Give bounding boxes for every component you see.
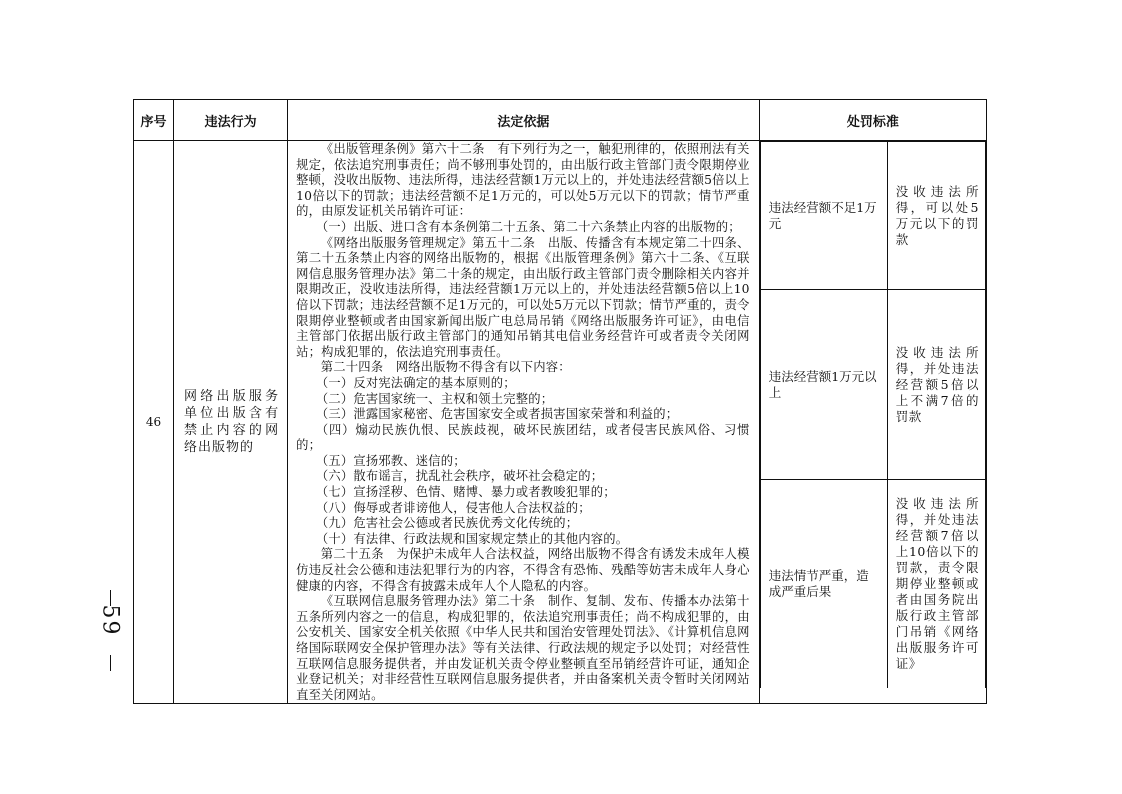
basis-paragraph: 《互联网信息服务管理办法》第二十条 制作、复制、发布、传播本办法第十五条所列内容之一的信息，构成犯罪的，依法追究刑事责任；尚不构成犯罪的，由公安机关、国家安全机关依照《中华人民共和国治安管理处罚法》、《计算机信息网络国际联网安全保护管理办法》等有关法律、行政法规的规定予以处罚；对经营性互联网信息服务提供者，并由发证机关责令停业整顿直至吊销经营许可证，通知企业登记机关；对非经营性互联网信息服务提供者，并由备案机关责令暂时关闭网站直至关闭网站。 bbox=[296, 594, 750, 702]
row-basis bbox=[288, 141, 759, 703]
basis-paragraph: （十）有法律、行政法规和国家规定禁止的其他内容的。 bbox=[315, 531, 629, 546]
basis-paragraph: 《网络出版服务管理规定》第五十二条 出版、传播含有本规定第二十四条、第二十五条禁止内容的网络出版物的，根据《出版管理条例》第六十二条、《互联网信息服务管理办法》第二十条的规定，由出版行政主管部门责令删除相关内容并限期改正，没收违法所得，违法经营额1万元以上的，并处违法经营额5倍以上10倍以下罚款；违法经营额不足1万元的，可以处5万元以下罚款；情节严重的，责令限期停业整顿或者由国家新闻出版广电总局吊销《网络出版服务许可证》，由电信主管部门依据出版行政主管部门的通知吊销其电信业务经营许可或者责令关闭网站；构成犯罪的，依法追究刑事责任。 bbox=[296, 235, 750, 359]
basis-paragraph: （七）宣扬淫秽、色情、赌博、暴力或者教唆犯罪的； bbox=[315, 485, 616, 500]
row-basis-cell bbox=[288, 141, 760, 704]
penalty-row bbox=[760, 142, 985, 290]
row-seq: 46 bbox=[134, 141, 174, 704]
basis-paragraph: （六）散布谣言，扰乱社会秩序，破坏社会稳定的； bbox=[315, 469, 604, 484]
penalty-condition: 违法情节严重，造成严重后果 bbox=[760, 480, 887, 688]
header-penalty: 处罚标准 bbox=[759, 100, 986, 141]
penalty-standard: 没收违法所得，并处违法经营额5倍以上不满7倍的罚款 bbox=[887, 290, 985, 480]
penalty-condition: 违法经营额1万元以上 bbox=[760, 290, 887, 480]
basis-paragraph: （四）煽动民族仇恨、民族歧视，破坏民族团结，或者侵害民族风俗、习惯的； bbox=[296, 422, 750, 453]
row-act-cell bbox=[174, 141, 288, 704]
header-basis: 法定依据 bbox=[288, 100, 760, 141]
basis-paragraph: 第二十五条 为保护未成年人合法权益，网络出版物不得含有诱发未成年人模仿违反社会公德和违法犯罪行为的内容，不得含有恐怖、残酷等妨害未成年人身心健康的内容，不得含有披露未成年人个人隐私的内容。 bbox=[296, 547, 750, 593]
basis-paragraph: （九）危害社会公德或者民族优秀文化传统的； bbox=[315, 516, 579, 531]
basis-paragraph: （一）反对宪法确定的基本原则的； bbox=[315, 375, 516, 390]
row-penalty-cell bbox=[759, 141, 986, 704]
basis-paragraph: （三）泄露国家秘密、危害国家安全或者损害国家荣誉和利益的； bbox=[315, 407, 679, 422]
page-number: 59 bbox=[97, 604, 123, 637]
header-seq: 序号 bbox=[134, 100, 174, 141]
penalty-row bbox=[760, 480, 985, 688]
basis-paragraph: （五）宣扬邪教、迷信的； bbox=[315, 453, 466, 468]
row-act: 网络出版服务单位出版含有禁止内容的网络出版物的 bbox=[184, 389, 280, 456]
penalty-standard: 没收违法所得，可以处5万元以下的罚款 bbox=[887, 142, 985, 290]
basis-paragraph: （八）侮辱或者诽谤他人，侵害他人合法权益的； bbox=[315, 500, 591, 515]
basis-paragraph: 《出版管理条例》第六十二条 有下列行为之一，触犯刑律的，依照刑法有关规定，依法追究刑事责任；尚不够刑事处罚的，由出版行政主管部门责令限期停业整顿，没收出版物、违法所得，违法经营额1万元以上的，并处违法经营额5倍以上10倍以下的罚款；违法经营额不足1万元的，可以处5万元以下的罚款；情节严重的，由原发证机关吊销许可证： bbox=[296, 142, 750, 219]
penalty-row bbox=[760, 290, 985, 480]
table-header-row bbox=[134, 100, 987, 141]
penalty-subtable bbox=[760, 141, 986, 688]
basis-paragraph: 第二十四条 网络出版物不得含有以下内容： bbox=[320, 360, 571, 375]
penalty-table bbox=[133, 99, 987, 704]
basis-paragraph: （一）出版、进口含有本条例第二十五条、第二十六条禁止内容的出版物的； bbox=[315, 219, 741, 234]
page-number-dash-bottom bbox=[110, 655, 111, 671]
penalty-condition: 违法经营额不足1万元 bbox=[760, 142, 887, 290]
basis-paragraph: （二）危害国家统一、主权和领土完整的； bbox=[315, 391, 554, 406]
header-act: 违法行为 bbox=[174, 100, 288, 141]
table-row bbox=[134, 141, 987, 704]
penalty-standard: 没收违法所得，并处违法经营额7倍以上10倍以下的罚款，责令限期停业整顿或者由国务院出版行政主管部门吊销《网络出版服务许可证》 bbox=[887, 480, 985, 688]
